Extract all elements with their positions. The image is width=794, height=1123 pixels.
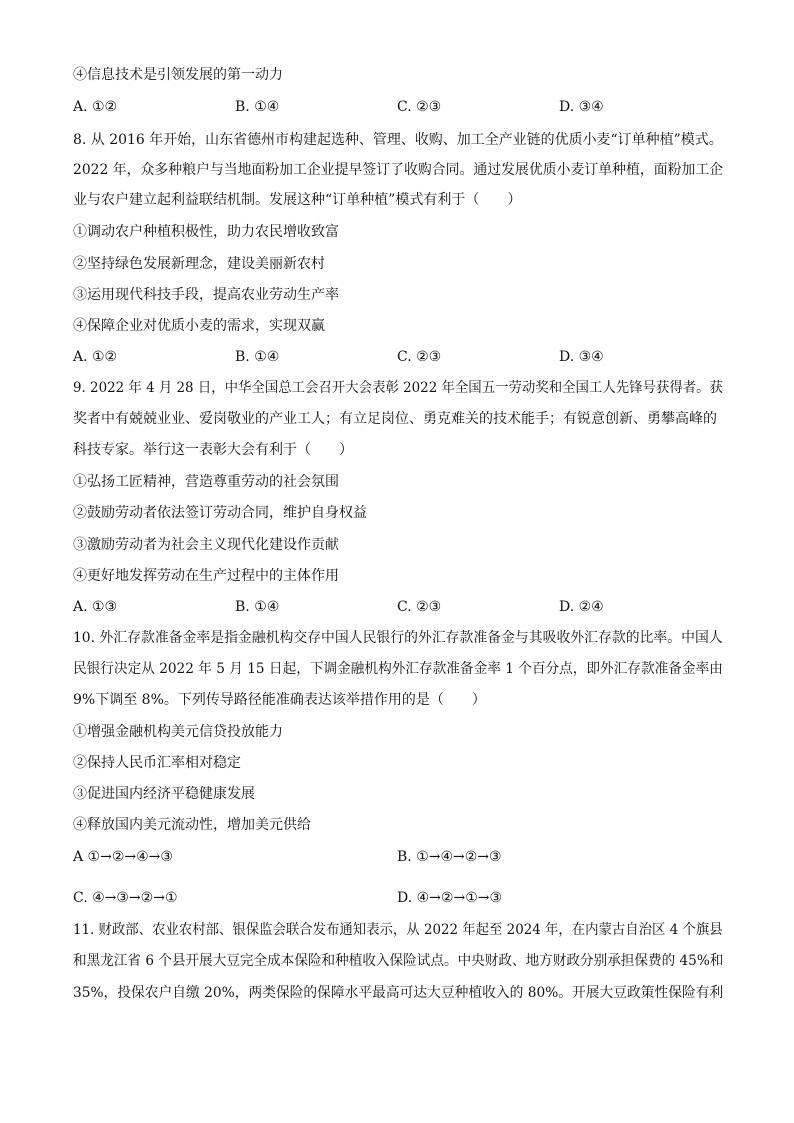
q10-options-row-2 — [73, 888, 723, 908]
q7-option-c[interactable]: C. ②③ — [397, 99, 442, 115]
q11-stem-line-3: 35%，投保农户自缴 20%，两类保险的保障水平最高可达大豆种植收入的 80%。开展大豆政策性保险有利 — [73, 985, 724, 1001]
q9-stem-line-2: 奖者中有兢兢业业、爱岗敬业的产业工人；有立足岗位、勇克难关的技术能手；有锐意创新、勇攀高峰的 — [73, 411, 717, 427]
q10-stem-line-2: 民银行决定从 2022 年 5 月 15 日起，下调金融机构外汇存款准备金率 1 个百分点，即外汇存款准备金率由 — [73, 661, 723, 677]
q7-option-b[interactable]: B. ①④ — [235, 99, 280, 115]
q9-option-d[interactable]: D. ②④ — [559, 599, 604, 615]
q9-statement-1: ①弘扬工匠精神，营造尊重劳动的社会氛围 — [73, 474, 339, 490]
q9-stem-line-1: 9. 2022 年 4 月 28 日，中华全国总工会召开大会表彰 2022 年全国五一劳动奖和全国工人先锋号获得者。获 — [73, 380, 723, 396]
q10-option-a[interactable]: A ①→②→④→③ — [73, 849, 173, 865]
q8-options — [73, 347, 723, 367]
q8-stem-line-1: 8. 从 2016 年开始，山东省德州市构建起选种、管理、收购、加工全产业链的优质小麦“订单种植”模式。 — [73, 132, 723, 148]
q9-option-c[interactable]: C. ②③ — [397, 599, 442, 615]
q7-options — [73, 97, 723, 117]
q9-statement-3: ③激励劳动者为社会主义现代化建设作贡献 — [73, 537, 339, 553]
q9-stem-line-3: 科技专家。举行这一表彰大会有利于（ ） — [73, 442, 353, 458]
q10-option-d[interactable]: D. ④→②→①→③ — [397, 890, 503, 906]
q8-option-b[interactable]: B. ①④ — [235, 349, 280, 365]
q11-stem-line-2: 和黑龙江省 6 个县开展大豆完全成本保险和种植收入保险试点。中央财政、地方财政分别承担保费的 45%和 — [73, 953, 724, 969]
q8-option-d[interactable]: D. ③④ — [559, 349, 604, 365]
q8-statement-2: ②坚持绿色发展新理念，建设美丽新农村 — [73, 256, 325, 272]
q7-option-a[interactable]: A. ①② — [73, 99, 118, 115]
q10-option-b[interactable]: B. ①→④→②→③ — [397, 849, 502, 865]
q10-options-row-1 — [73, 847, 723, 867]
q9-option-b[interactable]: B. ①④ — [235, 599, 280, 615]
q10-statement-1: ①增强金融机构美元信贷投放能力 — [73, 724, 283, 740]
q10-option-c[interactable]: C. ④→③→②→① — [73, 890, 178, 906]
q11-stem-line-1: 11. 财政部、农业农村部、银保监会联合发布通知表示，从 2022 年起至 2024 年，在内蒙古自治区 4 个旗县 — [73, 922, 723, 938]
q10-stem-line-3: 9%下调至 8%。下列传导路径能准确表达该举措作用的是（ ） — [73, 692, 486, 708]
q8-statement-4: ④保障企业对优质小麦的需求，实现双赢 — [73, 318, 325, 334]
q10-statement-3: ③促进国内经济平稳健康发展 — [73, 786, 255, 802]
q9-option-a[interactable]: A. ①③ — [73, 599, 118, 615]
q8-statement-1: ①调动农户种植积极性，助力农民增收致富 — [73, 224, 339, 240]
q8-option-c[interactable]: C. ②③ — [397, 349, 442, 365]
q10-statement-4: ④释放国内美元流动性，增加美元供给 — [73, 817, 311, 833]
q8-stem-line-3: 业与农户建立起利益联结机制。发展这种“订单种植”模式有利于（ ） — [73, 192, 522, 208]
q7-option-d[interactable]: D. ③④ — [559, 99, 604, 115]
q8-statement-3: ③运用现代科技手段，提高农业劳动生产率 — [73, 287, 339, 303]
q9-statement-4: ④更好地发挥劳动在生产过程中的主体作用 — [73, 568, 339, 584]
q8-option-a[interactable]: A. ①② — [73, 349, 118, 365]
q9-options — [73, 597, 723, 617]
q9-statement-2: ②鼓励劳动者依法签订劳动合同，维护自身权益 — [73, 505, 367, 521]
q10-stem-line-1: 10. 外汇存款准备金率是指金融机构交存中国人民银行的外汇存款准备金与其吸收外汇存款的比率。中国人 — [73, 630, 723, 646]
q7-statement-4: ④信息技术是引领发展的第一动力 — [73, 67, 283, 83]
q8-stem-line-2: 2022 年，众多种粮户与当地面粉加工企业提早签订了收购合同。通过发展优质小麦订单种植，面粉加工企 — [73, 162, 724, 178]
q10-statement-2: ②保持人民币汇率相对稳定 — [73, 755, 241, 771]
